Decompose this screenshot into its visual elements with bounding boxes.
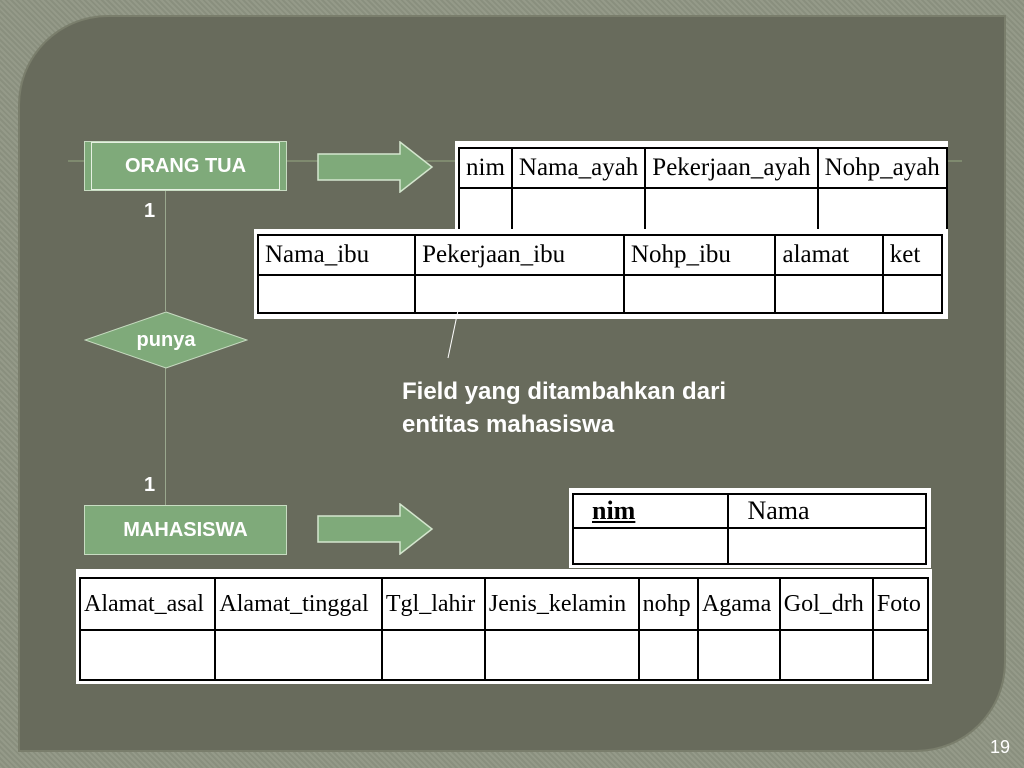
empty-cell (883, 275, 942, 313)
empty-cell (775, 275, 882, 313)
empty-cell (818, 188, 947, 230)
column-header: nohp (639, 578, 698, 630)
empty-cell (258, 275, 415, 313)
annotation-line-1: Field yang ditambahkan dari (402, 378, 727, 405)
empty-cell (873, 630, 928, 680)
relationship-label: punya (136, 328, 196, 351)
entity-orang-tua-label: ORANG TUA (124, 154, 247, 177)
annotation-line-2: entitas mahasiswa (402, 411, 615, 438)
table-orang-tua-b (254, 229, 948, 319)
empty-cell (512, 188, 645, 230)
empty-cell (639, 630, 698, 680)
empty-cell (459, 188, 512, 230)
empty-cell (382, 630, 485, 680)
cardinality-top: 1 (144, 200, 156, 222)
empty-cell (645, 188, 817, 230)
empty-cell (485, 630, 639, 680)
column-header: Alamat_tinggal (215, 578, 381, 630)
cardinality-bottom: 1 (144, 474, 156, 496)
column-header: Nama_ibu (258, 235, 415, 275)
column-header: Agama (698, 578, 780, 630)
column-header: Tgl_lahir (382, 578, 485, 630)
column-header: nim (459, 148, 512, 188)
empty-cell (80, 630, 215, 680)
entity-mahasiswa (84, 505, 287, 555)
connector-top-line (165, 191, 166, 311)
column-header: Alamat_asal (80, 578, 215, 630)
column-header: Nama_ayah (512, 148, 645, 188)
empty-cell (780, 630, 873, 680)
table-mahasiswa-a (569, 488, 931, 568)
entity-orang-tua (84, 141, 287, 191)
column-header: Pekerjaan_ibu (415, 235, 624, 275)
annotation-pointer-line (446, 280, 476, 360)
column-header: ket (883, 235, 942, 275)
entity-mahasiswa-label: MAHASISWA (123, 518, 248, 541)
column-header: Gol_drh (780, 578, 873, 630)
empty-cell (215, 630, 381, 680)
column-header: Nohp_ibu (624, 235, 776, 275)
column-header: Nama (728, 494, 926, 528)
page-number: 19 (989, 737, 1010, 757)
column-header: Foto (873, 578, 928, 630)
column-header: Pekerjaan_ayah (645, 148, 817, 188)
column-header-key: nim (573, 494, 728, 528)
empty-cell (698, 630, 780, 680)
arrow-right-icon (316, 503, 434, 555)
column-header: alamat (775, 235, 882, 275)
arrow-right-icon (316, 141, 434, 193)
empty-cell (573, 528, 728, 564)
empty-cell (728, 528, 926, 564)
connector-bottom-line (165, 368, 166, 505)
annotation-note (402, 375, 726, 441)
relationship-punya (84, 311, 248, 369)
column-header: Jenis_kelamin (485, 578, 639, 630)
column-header: Nohp_ayah (818, 148, 947, 188)
table-mahasiswa-b (76, 569, 932, 684)
table-orang-tua-a (455, 141, 948, 234)
empty-cell (624, 275, 776, 313)
